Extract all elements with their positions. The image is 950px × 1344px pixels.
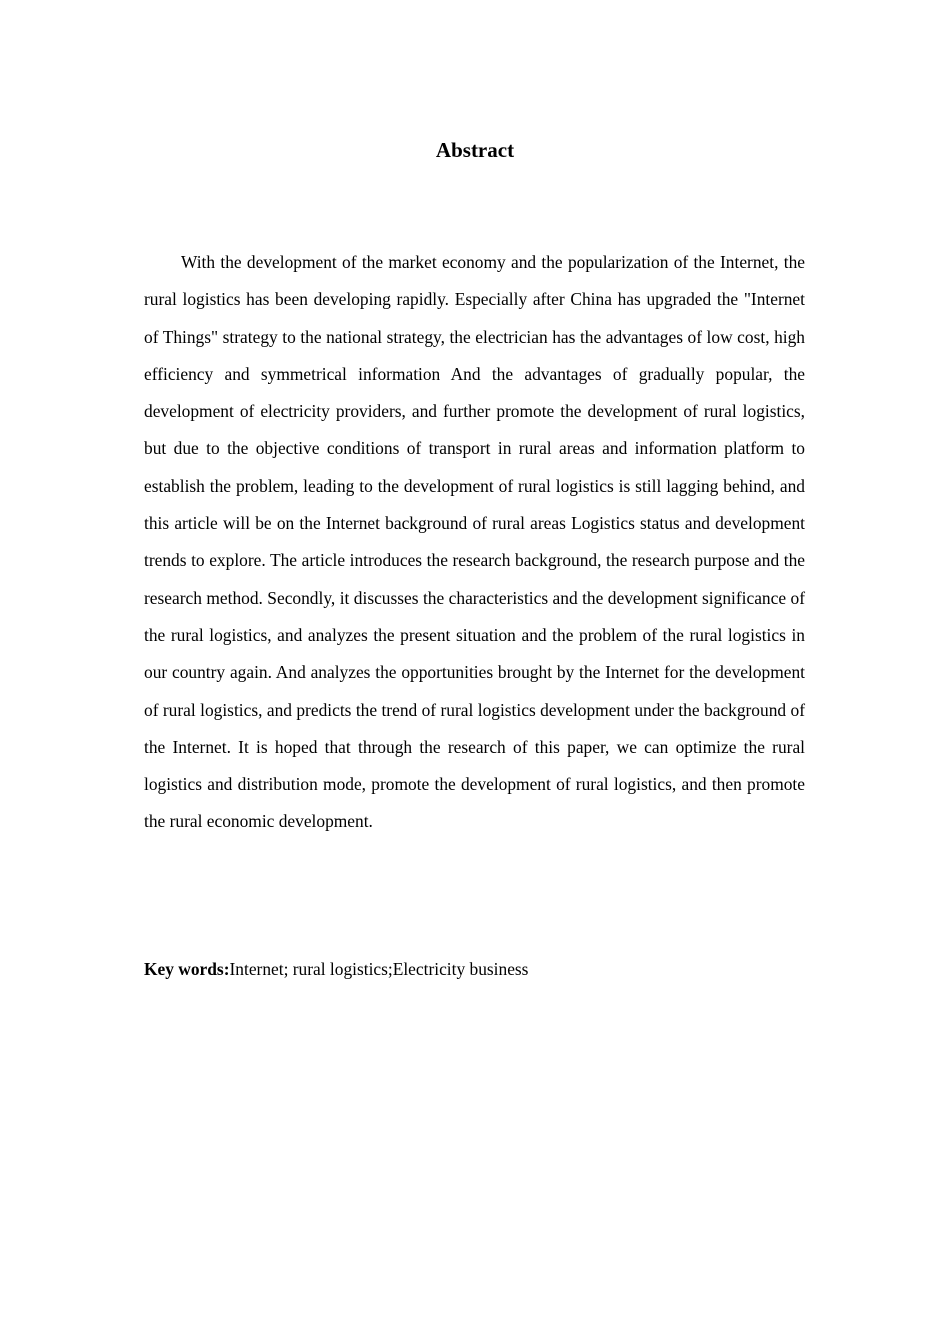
abstract-body-paragraph: With the development of the market economy and the popularization of the Internet, the rural logistics has been developing rapidly. Especially after China has upgraded the "Internet of Things" strategy to the national strategy, the electrician has the advantages of low cost, high efficiency and symmetrical information And the advantages of gradually popular, the development of electricity providers, and further promote the development of rural logistics, but due to the objective conditions of transport in rural areas and information platform to establish the problem, leading to the development of rural logistics is still lagging behind, and this article will be on the Internet background of rural areas Logistics status and development trends to explore. The article introduces the research background, the research purpose and the research method. Secondly, it discusses the characteristics and the development significance of the rural logistics, and analyzes the present situation and the problem of the rural logistics in our country again. And analyzes the opportunities brought by the Internet for the development of rural logistics, and predicts the trend of rural logistics development under the background of the Internet. It is hoped that through the research of this paper, we can optimize the rural logistics and distribution mode, promote the development of rural logistics, and then promote the rural economic development. (144, 252, 805, 832)
abstract-title: Abstract (435, 138, 515, 162)
keywords-label: Key words: (144, 959, 230, 979)
keywords-value: Internet; rural logistics;Electricity business (229, 959, 529, 979)
keywords-line (144, 951, 805, 988)
